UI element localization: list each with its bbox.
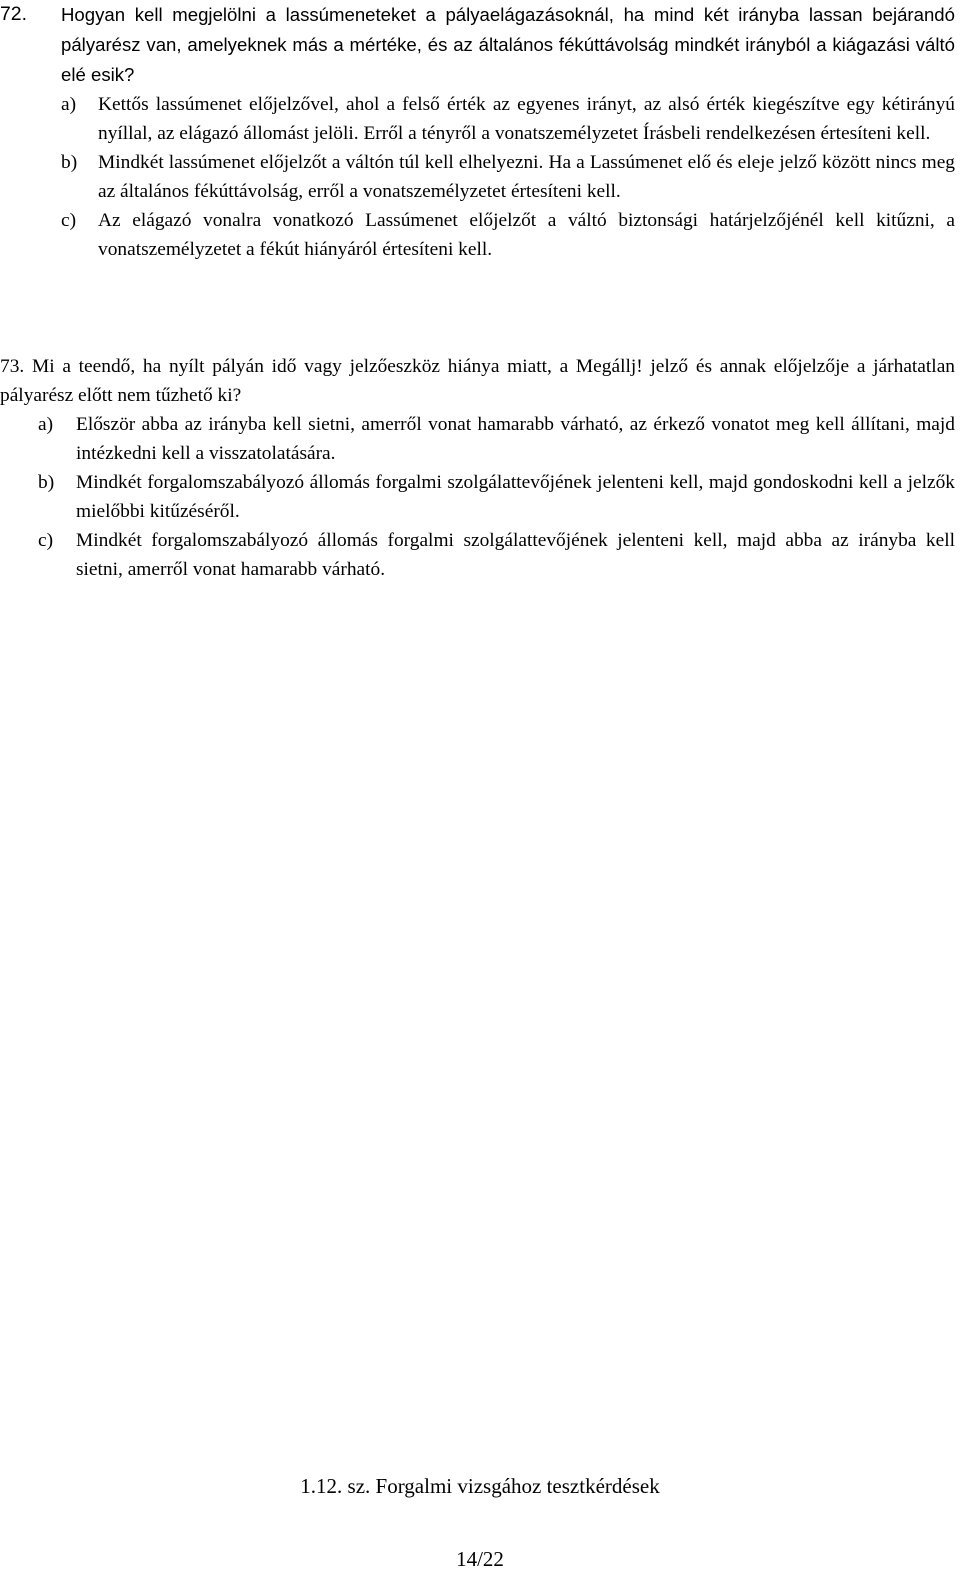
answer-72-a xyxy=(0,90,960,148)
answer-letter: b) xyxy=(61,152,78,173)
answer-text: Először abba az irányba kell sietni, amerről vonat hamarabb várható, az érkező vonatot meg kell állítani, majd intézkedni kell a visszatolatására. xyxy=(76,414,955,464)
question-number: 73. xyxy=(0,356,25,377)
answer-text: Az elágazó vonalra vonatkozó Lassúmenet előjelzőt a váltó biztonsági határjelzőjénél kell kitűzni, a vonatszemélyzetet a fékút hiányáról értesíteni kell. xyxy=(98,210,955,260)
page-number: 14/22 xyxy=(456,1547,504,1571)
answer-letter: a) xyxy=(38,414,54,435)
answer-text: Mindkét lassúmenet előjelzőt a váltón túl kell elhelyezni. Ha a Lassúmenet elő és eleje jelző között nincs meg az általános fékúttávolság, erről a vonatszemélyzetet értesíteni kell. xyxy=(98,152,955,202)
answer-text: Mindkét forgalomszabályozó állomás forgalmi szolgálattevőjének jelenteni kell, majd abba az irányba kell sietni, amerről vonat hamarabb várható. xyxy=(76,530,955,580)
footer-title: 1.12. sz. Forgalmi vizsgához tesztkérdések xyxy=(300,1474,660,1498)
question-73 xyxy=(0,352,960,584)
answer-72-c xyxy=(0,206,960,264)
answer-73-c xyxy=(0,526,960,584)
answer-letter: c) xyxy=(38,530,54,551)
answer-letter: a) xyxy=(61,94,77,115)
answer-73-b xyxy=(0,468,960,526)
question-72-header xyxy=(0,0,960,90)
question-73-header xyxy=(0,352,960,410)
question-number: 72. xyxy=(0,3,27,25)
answer-72-b xyxy=(0,148,960,206)
question-text: Hogyan kell megjelölni a lassúmeneteket a pályaelágazásoknál, ha mind két irányba lassan bejárandó pályarész van, amelyeknek más a mértéke, és az általános fékúttávolság mindkét irányból a kiágazási váltó elé esik? xyxy=(61,4,955,85)
answer-letter: b) xyxy=(38,472,55,493)
answer-text: Kettős lassúmenet előjelzővel, ahol a felső érték az egyenes irányt, az alsó érték kiegészítve egy kétirányú nyíllal, az elágazó állomást jelöli. Erről a tényről a vonatszemélyzetet Írásbeli rendelkezésen értesíteni kell. xyxy=(98,94,955,144)
answer-text: Mindkét forgalomszabályozó állomás forgalmi szolgálattevőjének jelenteni kell, majd gondoskodni kell a jelzők mielőbbi kitűzéséről. xyxy=(76,472,955,522)
question-text: Mi a teendő, ha nyílt pályán idő vagy jelzőeszköz hiánya miatt, a Megállj! jelző és annak előjelzője a járhatatlan pályarész előtt nem tűzhető ki? xyxy=(0,356,955,406)
answer-letter: c) xyxy=(61,210,77,231)
question-72 xyxy=(0,0,960,264)
answer-73-a xyxy=(0,410,960,468)
